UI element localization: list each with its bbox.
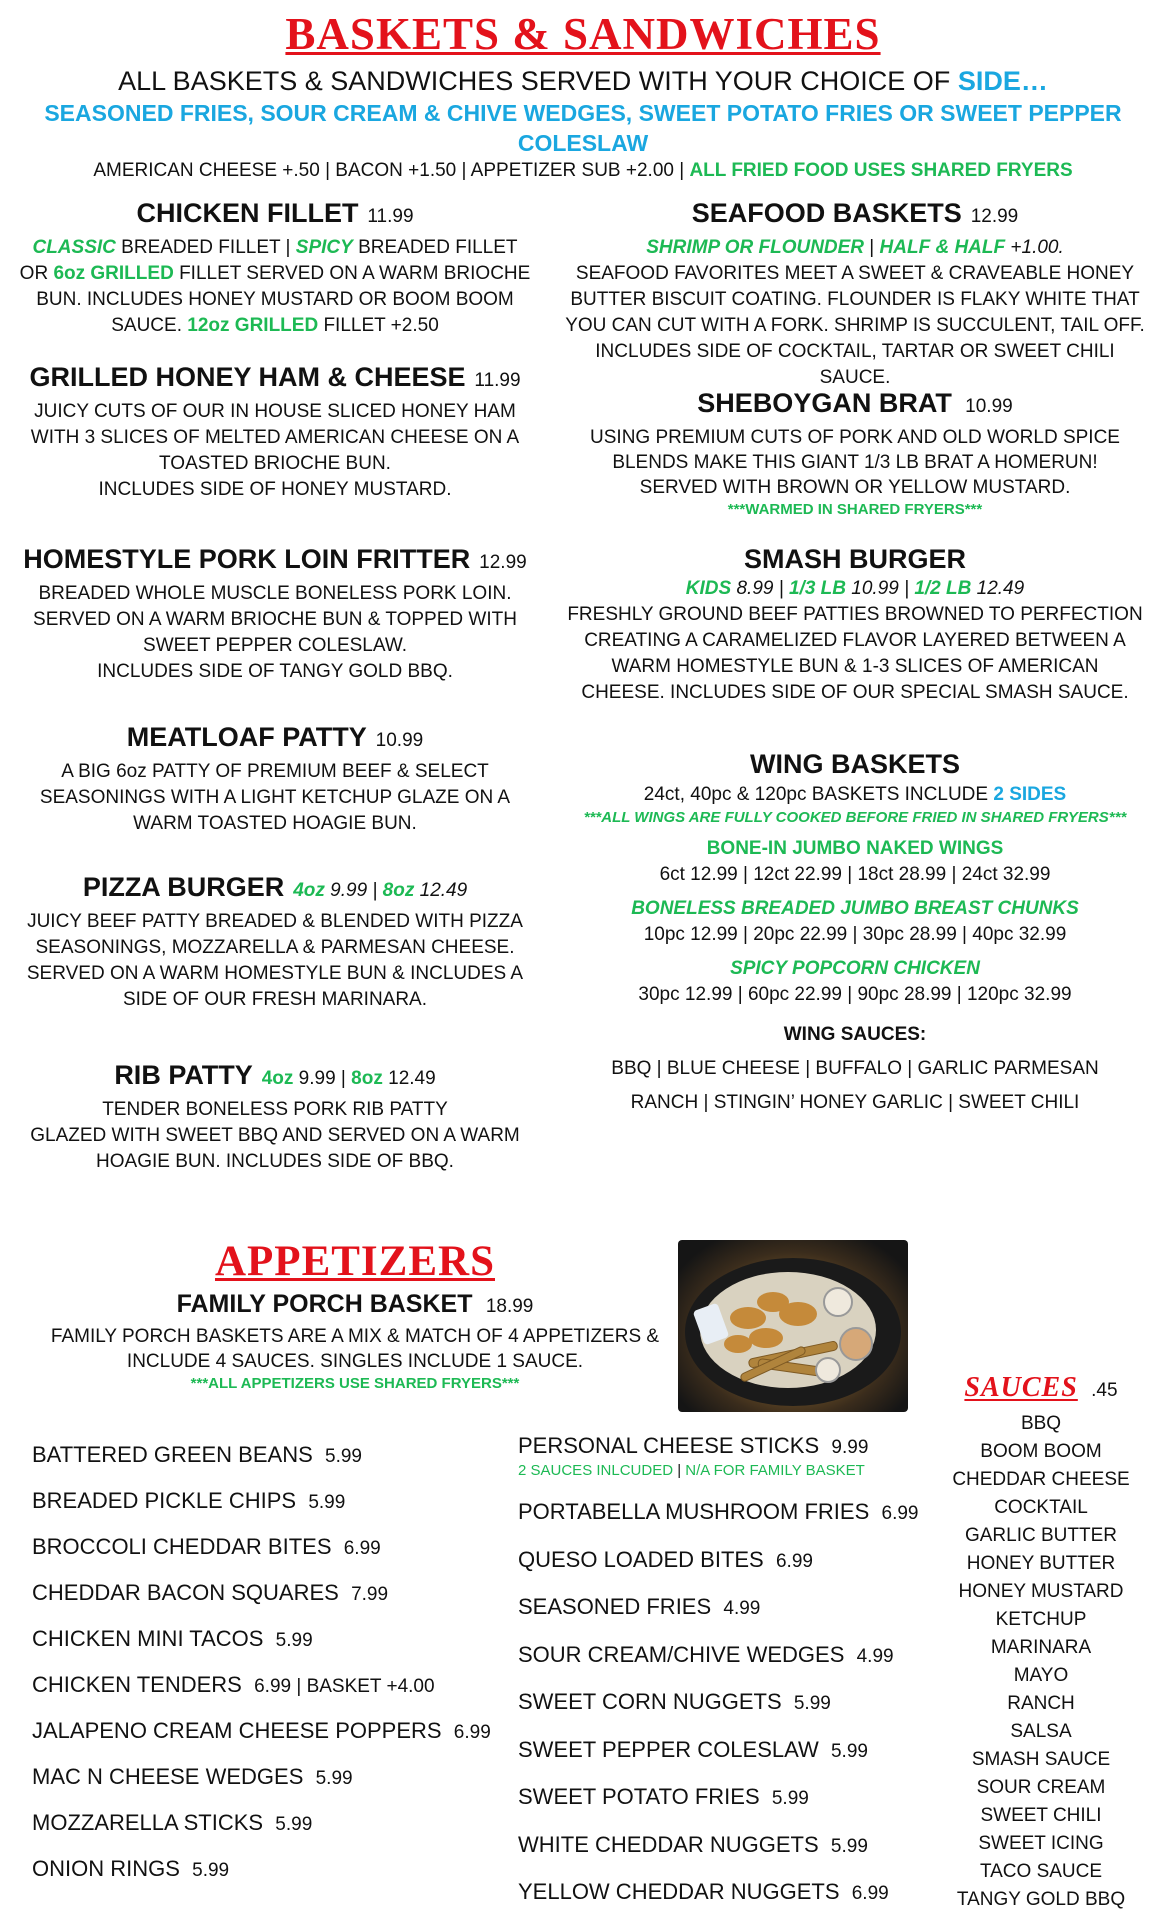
sauce-item: MARINARA <box>990 1637 1092 1658</box>
wings-sauces-l2: RANCH | STINGIN’ HONEY GARLIC | SWEET CHILI <box>630 1092 1080 1113</box>
rib-patty-p1-size: 4oz <box>261 1068 294 1089</box>
header-line3-prefix: AMERICAN CHEESE +.50 | BACON +1.50 | APPETIZER SUB +2.00 | <box>93 160 690 181</box>
smash-o3p: 12.49 <box>971 578 1025 599</box>
menu-item-wing-baskets <box>560 746 1150 1120</box>
wings-sauces-l1: BBQ | BLUE CHEESE | BUFFALO | GARLIC PARMESAN <box>611 1058 1099 1079</box>
appetizer-price: 5.99 <box>830 1835 868 1857</box>
pizza-burger-p2-size: 8oz <box>382 880 415 901</box>
appetizers-header <box>20 1236 690 1394</box>
sauce-item: COCKTAIL <box>994 1497 1088 1518</box>
sauces-title: SAUCES <box>964 1372 1078 1403</box>
smash-sep: | <box>773 578 789 599</box>
seafood-l5: INCLUDES SIDE OF COCKTAIL, TARTAR OR SWEET CHILI SAUCE. <box>595 341 1115 388</box>
appetizer-price: 5.99 <box>315 1768 353 1789</box>
smash-name: SMASH BURGER <box>743 544 966 574</box>
seafood-price: 12.99 <box>970 206 1019 227</box>
pizza-burger-sep: | <box>367 880 383 901</box>
appetizer-name: CHEDDAR BACON SQUARES <box>32 1580 339 1605</box>
meatloaf-name: MEATLOAF PATTY <box>126 722 367 752</box>
appetizer-item <box>518 1583 938 1631</box>
header-line1-prefix: ALL BASKETS & SANDWICHES SERVED WITH YOUR CHOICE OF <box>118 66 958 96</box>
cheese-sticks-note-sep: | <box>673 1462 686 1479</box>
appetizers-porch-name: FAMILY PORCH BASKET <box>176 1290 473 1318</box>
ham-cheese-name: GRILLED HONEY HAM & CHEESE <box>29 362 466 392</box>
chicken-fillet-l4-c: FILLET +2.50 <box>318 315 439 336</box>
chicken-fillet-l1-a: CLASSIC <box>32 237 116 258</box>
seafood-l1-c: HALF & HALF <box>879 237 1006 258</box>
cheese-sticks-note <box>518 1462 938 1480</box>
seafood-l1-d: +1.00. <box>1005 237 1064 258</box>
appetizer-item <box>32 1662 512 1708</box>
brat-l1: USING PREMIUM CUTS OF PORK AND OLD WORLD SPICE <box>590 427 1120 448</box>
wings-p1: 6ct 12.99 | 12ct 22.99 | 18ct 28.99 | 24ct 32.99 <box>659 864 1051 885</box>
appetizer-name: SWEET POTATO FRIES <box>518 1784 760 1809</box>
chicken-fillet-l1-d: BREADED FILLET <box>352 237 518 258</box>
appetizer-name: WHITE CHEDDAR NUGGETS <box>518 1831 819 1857</box>
rib-patty-l1: TENDER BONELESS PORK RIB PATTY <box>102 1099 448 1120</box>
appetizer-item <box>518 1536 938 1584</box>
sauce-item: CHEDDAR CHEESE <box>952 1469 1130 1490</box>
menu-item-pork-fritter <box>15 542 535 685</box>
smash-l3: WARM HOMESTYLE BUN & 1-3 SLICES OF AMERICAN <box>611 656 1099 677</box>
appetizer-price: 5.99 <box>275 1630 313 1651</box>
menu-item-meatloaf <box>15 720 535 837</box>
header-sides: SEASONED FRIES, SOUR CREAM & CHIVE WEDGES, SWEET POTATO FRIES OR SWEET PEPPER COLESLAW <box>44 100 1122 156</box>
appetizers-list-2 <box>518 1432 938 1916</box>
rib-patty-p2-size: 8oz <box>351 1068 383 1089</box>
pizza-burger-l2: SEASONINGS, MOZZARELLA & PARMESAN CHEESE. <box>35 937 515 958</box>
menu-item-pizza-burger <box>15 870 535 1013</box>
rib-patty-p1-price: 9.99 <box>293 1068 336 1089</box>
appetizers-porch-l2: INCLUDE 4 SAUCES. SINGLES INCLUDE 1 SAUCE. <box>126 1351 584 1372</box>
food-basket-photo <box>678 1240 908 1412</box>
sauce-item: SALSA <box>1010 1721 1072 1742</box>
sauce-item: GARLIC BUTTER <box>964 1525 1118 1546</box>
appetizer-name: JALAPENO CREAM CHEESE POPPERS <box>32 1718 442 1743</box>
pizza-burger-name: PIZZA BURGER <box>82 872 285 902</box>
chicken-fillet-l3: BUN. INCLUDES HONEY MUSTARD OR BOOM BOOM <box>36 289 514 310</box>
chicken-fillet-name: CHICKEN FILLET <box>136 198 359 228</box>
chicken-fillet-l2-a: OR <box>19 263 54 284</box>
appetizer-item <box>32 1524 512 1570</box>
sauce-item: RANCH <box>1007 1693 1075 1714</box>
pork-fritter-name: HOMESTYLE PORK LOIN FRITTER <box>23 544 471 574</box>
smash-sep: | <box>898 578 915 599</box>
sauce-item: SOUR CREAM <box>976 1777 1106 1798</box>
smash-l2: CREATING A CARAMELIZED FLAVOR LAYERED BETWEEN A <box>584 630 1126 651</box>
sauce-item: BBQ <box>1020 1413 1062 1434</box>
wings-t3: SPICY POPCORN CHICKEN <box>730 958 980 979</box>
meatloaf-l2: SEASONINGS WITH A LIGHT KETCHUP GLAZE ON A <box>39 787 511 808</box>
pizza-burger-l1: JUICY BEEF PATTY BREADED & BLENDED WITH PIZZA <box>27 911 523 932</box>
pork-fritter-price: 12.99 <box>479 552 527 573</box>
rib-patty-p2-price: 12.49 <box>382 1068 436 1089</box>
sauce-item: HONEY BUTTER <box>966 1553 1116 1574</box>
appetizer-item <box>518 1726 938 1774</box>
sauces-price: .45 <box>1091 1380 1118 1401</box>
meatloaf-price: 10.99 <box>375 730 424 751</box>
appetizer-name: SOUR CREAM/CHIVE WEDGES <box>518 1641 845 1667</box>
menu-item-brat <box>560 386 1150 520</box>
chicken-fillet-l2-c: FILLET SERVED ON A WARM BRIOCHE <box>173 263 531 284</box>
chicken-fillet-l1-b: BREADED FILLET | <box>115 237 296 258</box>
sauce-item: SWEET CHILI <box>980 1805 1102 1826</box>
appetizer-name: YELLOW CHEDDAR NUGGETS <box>518 1879 840 1904</box>
appetizers-porch-note: ***ALL APPETIZERS USE SHARED FRYERS*** <box>190 1375 520 1392</box>
ham-cheese-l3: TOASTED BRIOCHE BUN. <box>159 453 391 474</box>
appetizer-price: 5.99 <box>192 1860 230 1881</box>
appetizer-price: 5.99 <box>771 1788 809 1809</box>
sauce-item: SMASH SAUCE <box>971 1749 1111 1770</box>
chicken-fillet-l1-c: SPICY <box>295 237 353 258</box>
appetizer-item <box>32 1616 512 1662</box>
wings-sub-b: 2 SIDES <box>993 784 1067 805</box>
chicken-fillet-l2-b: 6oz GRILLED <box>53 263 174 284</box>
sauce-item: SWEET ICING <box>978 1833 1104 1854</box>
pork-fritter-l1: BREADED WHOLE MUSCLE BONELESS PORK LOIN. <box>38 583 512 604</box>
header-line1-side: SIDE… <box>957 66 1048 96</box>
pizza-burger-p1-price: 9.99 <box>324 880 368 901</box>
cheese-sticks-note-b: N/A FOR FAMILY BASKET <box>685 1462 865 1479</box>
appetizer-price: 7.99 <box>351 1584 389 1605</box>
wings-note: ***ALL WINGS ARE FULLY COOKED BEFORE FRIED IN SHARED FRYERS*** <box>583 809 1127 826</box>
rib-patty-l2: GLAZED WITH SWEET BBQ AND SERVED ON A WARM <box>30 1125 520 1146</box>
appetizer-item <box>32 1754 512 1800</box>
appetizer-name: ONION RINGS <box>32 1856 180 1881</box>
appetizer-price: 6.99 | BASKET +4.00 <box>254 1676 435 1697</box>
wings-p2: 10pc 12.99 | 20pc 22.99 | 30pc 28.99 | 40pc 32.99 <box>643 924 1067 945</box>
seafood-l3: BUTTER BISCUIT COATING. FLOUNDER IS FLAKY WHITE THAT <box>570 289 1140 310</box>
appetizer-item <box>518 1488 938 1536</box>
brat-name: SHEBOYGAN BRAT <box>697 388 952 418</box>
sauce-item: MAYO <box>1013 1665 1069 1686</box>
seafood-l1-a: SHRIMP OR FLOUNDER <box>646 237 865 258</box>
sauce-item: HONEY MUSTARD <box>958 1581 1124 1602</box>
header-line-1 <box>0 64 1166 98</box>
menu-item-smash-burger <box>560 542 1150 706</box>
page-title: BASKETS & SANDWICHES <box>285 9 881 59</box>
menu-item-cheese-sticks <box>518 1432 938 1462</box>
appetizer-item <box>518 1821 938 1869</box>
brat-l3: SERVED WITH BROWN OR YELLOW MUSTARD. <box>639 477 1071 498</box>
seafood-l2: SEAFOOD FAVORITES MEET A SWEET & CRAVEABLE HONEY <box>575 263 1135 284</box>
appetizer-price: 6.99 <box>775 1550 813 1572</box>
header-addons <box>0 158 1166 184</box>
appetizers-title: APPETIZERS <box>214 1238 495 1285</box>
seafood-l4: YOU CAN CUT WITH A FORK. SHRIMP IS SUCCULENT, TAIL OFF. <box>565 315 1145 336</box>
smash-o1: KIDS <box>685 578 732 599</box>
appetizer-item <box>32 1570 512 1616</box>
meatloaf-l1: A BIG 6oz PATTY OF PREMIUM BEEF & SELECT <box>61 761 489 782</box>
cheese-sticks-note-a: 2 SAUCES INLCUDED <box>518 1462 674 1479</box>
appetizer-item <box>32 1432 512 1478</box>
rib-patty-sep: | <box>335 1068 352 1089</box>
sauce-item: TANGY GOLD BBQ <box>956 1889 1126 1910</box>
appetizer-price: 6.99 <box>453 1722 491 1743</box>
pork-fritter-l2: SERVED ON A WARM BRIOCHE BUN & TOPPED WITH <box>33 609 517 630</box>
appetizer-item <box>518 1773 938 1821</box>
wings-sub-a: 24ct, 40pc & 120pc BASKETS INCLUDE <box>643 784 994 805</box>
brat-note: ***WARMED IN SHARED FRYERS*** <box>727 501 983 518</box>
seafood-l1-b: | <box>864 237 880 258</box>
header <box>0 6 1166 184</box>
pizza-burger-l3: SERVED ON A WARM HOMESTYLE BUN & INCLUDES A <box>26 963 524 984</box>
pork-fritter-l3: SWEET PEPPER COLESLAW. <box>143 635 407 656</box>
appetizer-name: CHICKEN TENDERS <box>32 1672 242 1697</box>
sauces-section <box>952 1372 1130 1914</box>
appetizer-name: SEASONED FRIES <box>518 1594 712 1619</box>
wings-t1: BONE-IN JUMBO NAKED WINGS <box>706 838 1004 859</box>
rib-patty-name: RIB PATTY <box>114 1060 253 1090</box>
wings-sauces-title: WING SAUCES: <box>783 1024 927 1045</box>
appetizer-price: 5.99 <box>793 1693 831 1714</box>
appetizer-name: PORTABELLA MUSHROOM FRIES <box>518 1499 870 1524</box>
wings-p3: 30pc 12.99 | 60pc 22.99 | 90pc 28.99 | 120pc 32.99 <box>638 984 1072 1005</box>
smash-l1: FRESHLY GROUND BEEF PATTIES BROWNED TO PERFECTION <box>567 604 1143 625</box>
sauce-item: TACO SAUCE <box>979 1861 1103 1882</box>
ham-cheese-l2: WITH 3 SLICES OF MELTED AMERICAN CHEESE ON A <box>30 427 520 448</box>
appetizers-porch-price: 18.99 <box>485 1296 534 1317</box>
wings-name: WING BASKETS <box>749 749 960 779</box>
sauce-item: BOOM BOOM <box>980 1441 1102 1462</box>
appetizer-name: SWEET PEPPER COLESLAW <box>518 1736 819 1762</box>
sauce-item: KETCHUP <box>995 1609 1087 1630</box>
appetizer-item <box>518 1868 938 1916</box>
menu-item-rib-patty <box>15 1058 535 1175</box>
meatloaf-l3: WARM TOASTED HOAGIE BUN. <box>133 813 417 834</box>
appetizer-item <box>32 1478 512 1524</box>
appetizer-price: 6.99 <box>343 1538 381 1559</box>
pizza-burger-p2-price: 12.49 <box>414 880 468 901</box>
smash-o1p: 8.99 <box>731 578 774 599</box>
ham-cheese-l1: JUICY CUTS OF OUR IN HOUSE SLICED HONEY HAM <box>34 401 516 422</box>
seafood-name: SEAFOOD BASKETS <box>691 198 962 228</box>
appetizers-list-1 <box>32 1432 512 1892</box>
cheese-sticks-name: PERSONAL CHEESE STICKS <box>518 1433 820 1458</box>
smash-l4: CHEESE. INCLUDES SIDE OF OUR SPECIAL SMASH SAUCE. <box>581 682 1129 703</box>
appetizer-price: 4.99 <box>856 1645 894 1667</box>
appetizer-name: MAC N CHEESE WEDGES <box>32 1764 304 1789</box>
header-line3-green: ALL FRIED FOOD USES SHARED FRYERS <box>689 160 1073 181</box>
appetizer-item <box>518 1678 938 1726</box>
appetizer-name: CHICKEN MINI TACOS <box>32 1626 264 1651</box>
appetizer-name: BREADED PICKLE CHIPS <box>32 1488 297 1513</box>
appetizers-porch-l1: FAMILY PORCH BASKETS ARE A MIX & MATCH OF 4 APPETIZERS & <box>50 1326 660 1347</box>
appetizer-price: 5.99 <box>275 1814 313 1835</box>
appetizer-name: MOZZARELLA STICKS <box>32 1810 264 1835</box>
smash-o3: 1/2 LB <box>914 578 972 599</box>
cheese-sticks-price: 9.99 <box>831 1437 869 1458</box>
appetizer-price: 5.99 <box>830 1740 868 1762</box>
appetizer-name: QUESO LOADED BITES <box>518 1546 764 1572</box>
pork-fritter-l4: INCLUDES SIDE OF TANGY GOLD BBQ. <box>97 661 453 682</box>
chicken-fillet-l4-b: 12oz GRILLED <box>187 315 319 336</box>
appetizer-price: 5.99 <box>308 1492 346 1513</box>
appetizer-price: 4.99 <box>723 1598 761 1619</box>
chicken-fillet-l4-a: SAUCE. <box>111 315 188 336</box>
ham-cheese-price: 11.99 <box>474 370 521 391</box>
pizza-burger-l4: SIDE OF OUR FRESH MARINARA. <box>122 989 428 1010</box>
appetizer-name: SWEET CORN NUGGETS <box>518 1689 782 1714</box>
brat-price: 10.99 <box>965 396 1013 417</box>
appetizer-price: 5.99 <box>325 1446 362 1467</box>
appetizer-price: 6.99 <box>881 1503 919 1524</box>
appetizer-name: BATTERED GREEN BEANS <box>32 1442 313 1467</box>
smash-o2p: 10.99 <box>846 578 899 599</box>
pizza-burger-p1-size: 4oz <box>293 880 325 901</box>
menu-item-ham-cheese <box>15 360 535 503</box>
appetizer-name: BROCCOLI CHEDDAR BITES <box>32 1534 332 1559</box>
food-basket-illustration <box>678 1240 908 1412</box>
appetizer-item <box>32 1708 512 1754</box>
ham-cheese-l4: INCLUDES SIDE OF HONEY MUSTARD. <box>98 479 452 500</box>
rib-patty-l3: HOAGIE BUN. INCLUDES SIDE OF BBQ. <box>96 1151 454 1172</box>
brat-l2: BLENDS MAKE THIS GIANT 1/3 LB BRAT A HOMERUN! <box>612 452 1098 473</box>
wings-t2: BONELESS BREADED JUMBO BREAST CHUNKS <box>631 898 1079 919</box>
appetizer-price: 6.99 <box>851 1883 889 1904</box>
chicken-fillet-price: 11.99 <box>367 206 414 227</box>
appetizer-item <box>518 1631 938 1679</box>
appetizer-item <box>32 1800 512 1846</box>
menu-item-chicken-fillet <box>15 196 535 339</box>
smash-o2: 1/3 LB <box>788 578 846 599</box>
menu-item-seafood <box>560 196 1150 391</box>
appetizer-item <box>32 1846 512 1892</box>
